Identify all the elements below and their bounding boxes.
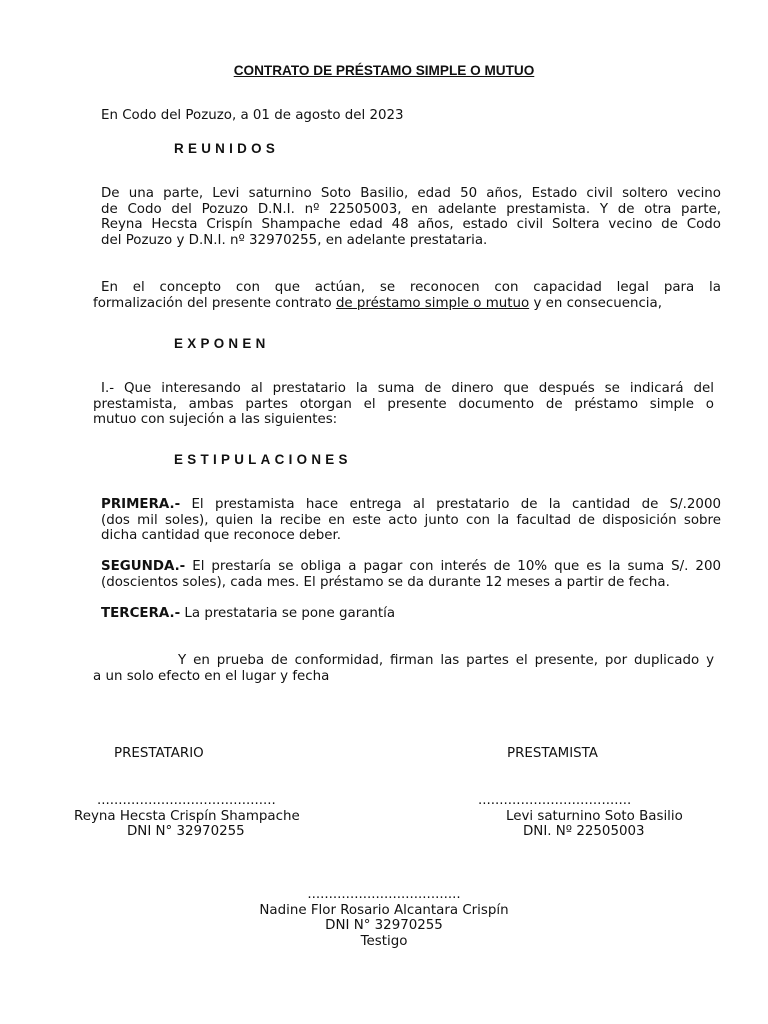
exponen-line-1: I.- Que interesando al prestatario la suma de dinero que después se indicará del [101,381,714,396]
witness-signature-line: .................................... [307,887,461,902]
heading-estipulaciones: ESTIPULACIONES [174,452,352,467]
primera-line-3: dicha cantidad que reconoce deber. [101,528,342,544]
parties-line-4: del Pozuzo y D.N.I. nº 32970255, en adelante prestataria. [101,232,488,248]
concept-line-1: En el concepto con que actúan, se reconocen con capacidad legal para la [101,280,721,295]
parties-line-2: de Codo del Pozuzo D.N.I. nº 22505003, en adelante prestamista. Y de otra parte, [101,201,721,217]
lender-signature-block [470,793,730,840]
segunda-label: SEGUNDA.- [101,559,186,574]
witness-role: Testigo [360,933,408,949]
stipulation-segunda [101,559,721,590]
borrower-name: Reyna Hecsta Crispín Shampache [74,808,300,824]
segunda-line-1 [101,559,721,575]
lender-signature-line: .................................... [478,793,632,808]
borrower-signature-line: .......................................... [97,793,276,808]
parties-line-3: Reyna Hecsta Crispín Shampache edad 48 años, estado civil Soltera vecino de Codo [101,217,721,233]
concept-line-2-start: formalización del presente contrato [93,295,336,311]
stipulation-tercera [101,606,395,621]
borrower-dni: DNI N° 32970255 [127,824,245,840]
exponen-paragraph [93,381,714,428]
borrower-role-label: PRESTATARIO [114,746,204,761]
concept-paragraph [93,280,721,311]
parties-line-1: De una parte, Levi saturnino Soto Basilio, edad 50 años, Estado civil soltero vecino [101,186,721,201]
place-date: En Codo del Pozuzo, a 01 de agosto del 2023 [101,108,404,123]
segunda-line-2: (doscientos soles), cada mes. El préstamo se da durante 12 meses a partir de fecha. [101,574,670,590]
tercera-text: La prestataria se pone garantía [180,606,396,621]
primera-text-1: El prestamista hace entrega al prestatario de la cantidad de S/.2000 [180,497,721,512]
heading-reunidos: REUNIDOS [174,141,280,156]
primera-label: PRIMERA.- [101,497,181,512]
lender-role-label: PRESTAMISTA [507,746,598,761]
closing-line-2: a un solo efecto en el lugar y fecha [93,668,330,684]
contract-type-underlined: de préstamo simple o mutuo [335,295,530,311]
lender-dni: DNI. Nº 22505003 [523,824,645,840]
stipulation-primera [101,497,721,544]
exponen-line-2: prestamista, ambas partes otorgan el presente documento de préstamo simple o [93,396,714,412]
tercera-label: TERCERA.- [101,606,181,621]
primera-line-1 [101,497,721,513]
concept-line-2 [93,296,721,312]
witness-signature-block [184,887,584,949]
parties-paragraph [101,186,721,248]
contract-title: CONTRATO DE PRÉSTAMO SIMPLE O MUTUO [233,63,535,78]
witness-name: Nadine Flor Rosario Alcantara Crispín [259,902,509,918]
closing-paragraph [93,653,714,684]
borrower-signature-block [60,793,320,840]
segunda-text-1: El prestaría se obliga a pagar con interés de 10% que es la suma S/. 200 [185,559,721,574]
exponen-line-3: mutuo con sujeción a las siguientes: [93,412,338,428]
closing-line-1: Y en prueba de conformidad, firman las partes el presente, por duplicado y [178,653,714,668]
primera-line-2: (dos mil soles), quien la recibe en este acto junto con la facultad de disposición sobre [101,512,721,528]
lender-name: Levi saturnino Soto Basilio [506,808,683,824]
concept-line-2-end: y en consecuencia, [529,295,662,311]
heading-exponen: EXPONEN [174,336,270,351]
witness-dni: DNI N° 32970255 [325,918,443,934]
